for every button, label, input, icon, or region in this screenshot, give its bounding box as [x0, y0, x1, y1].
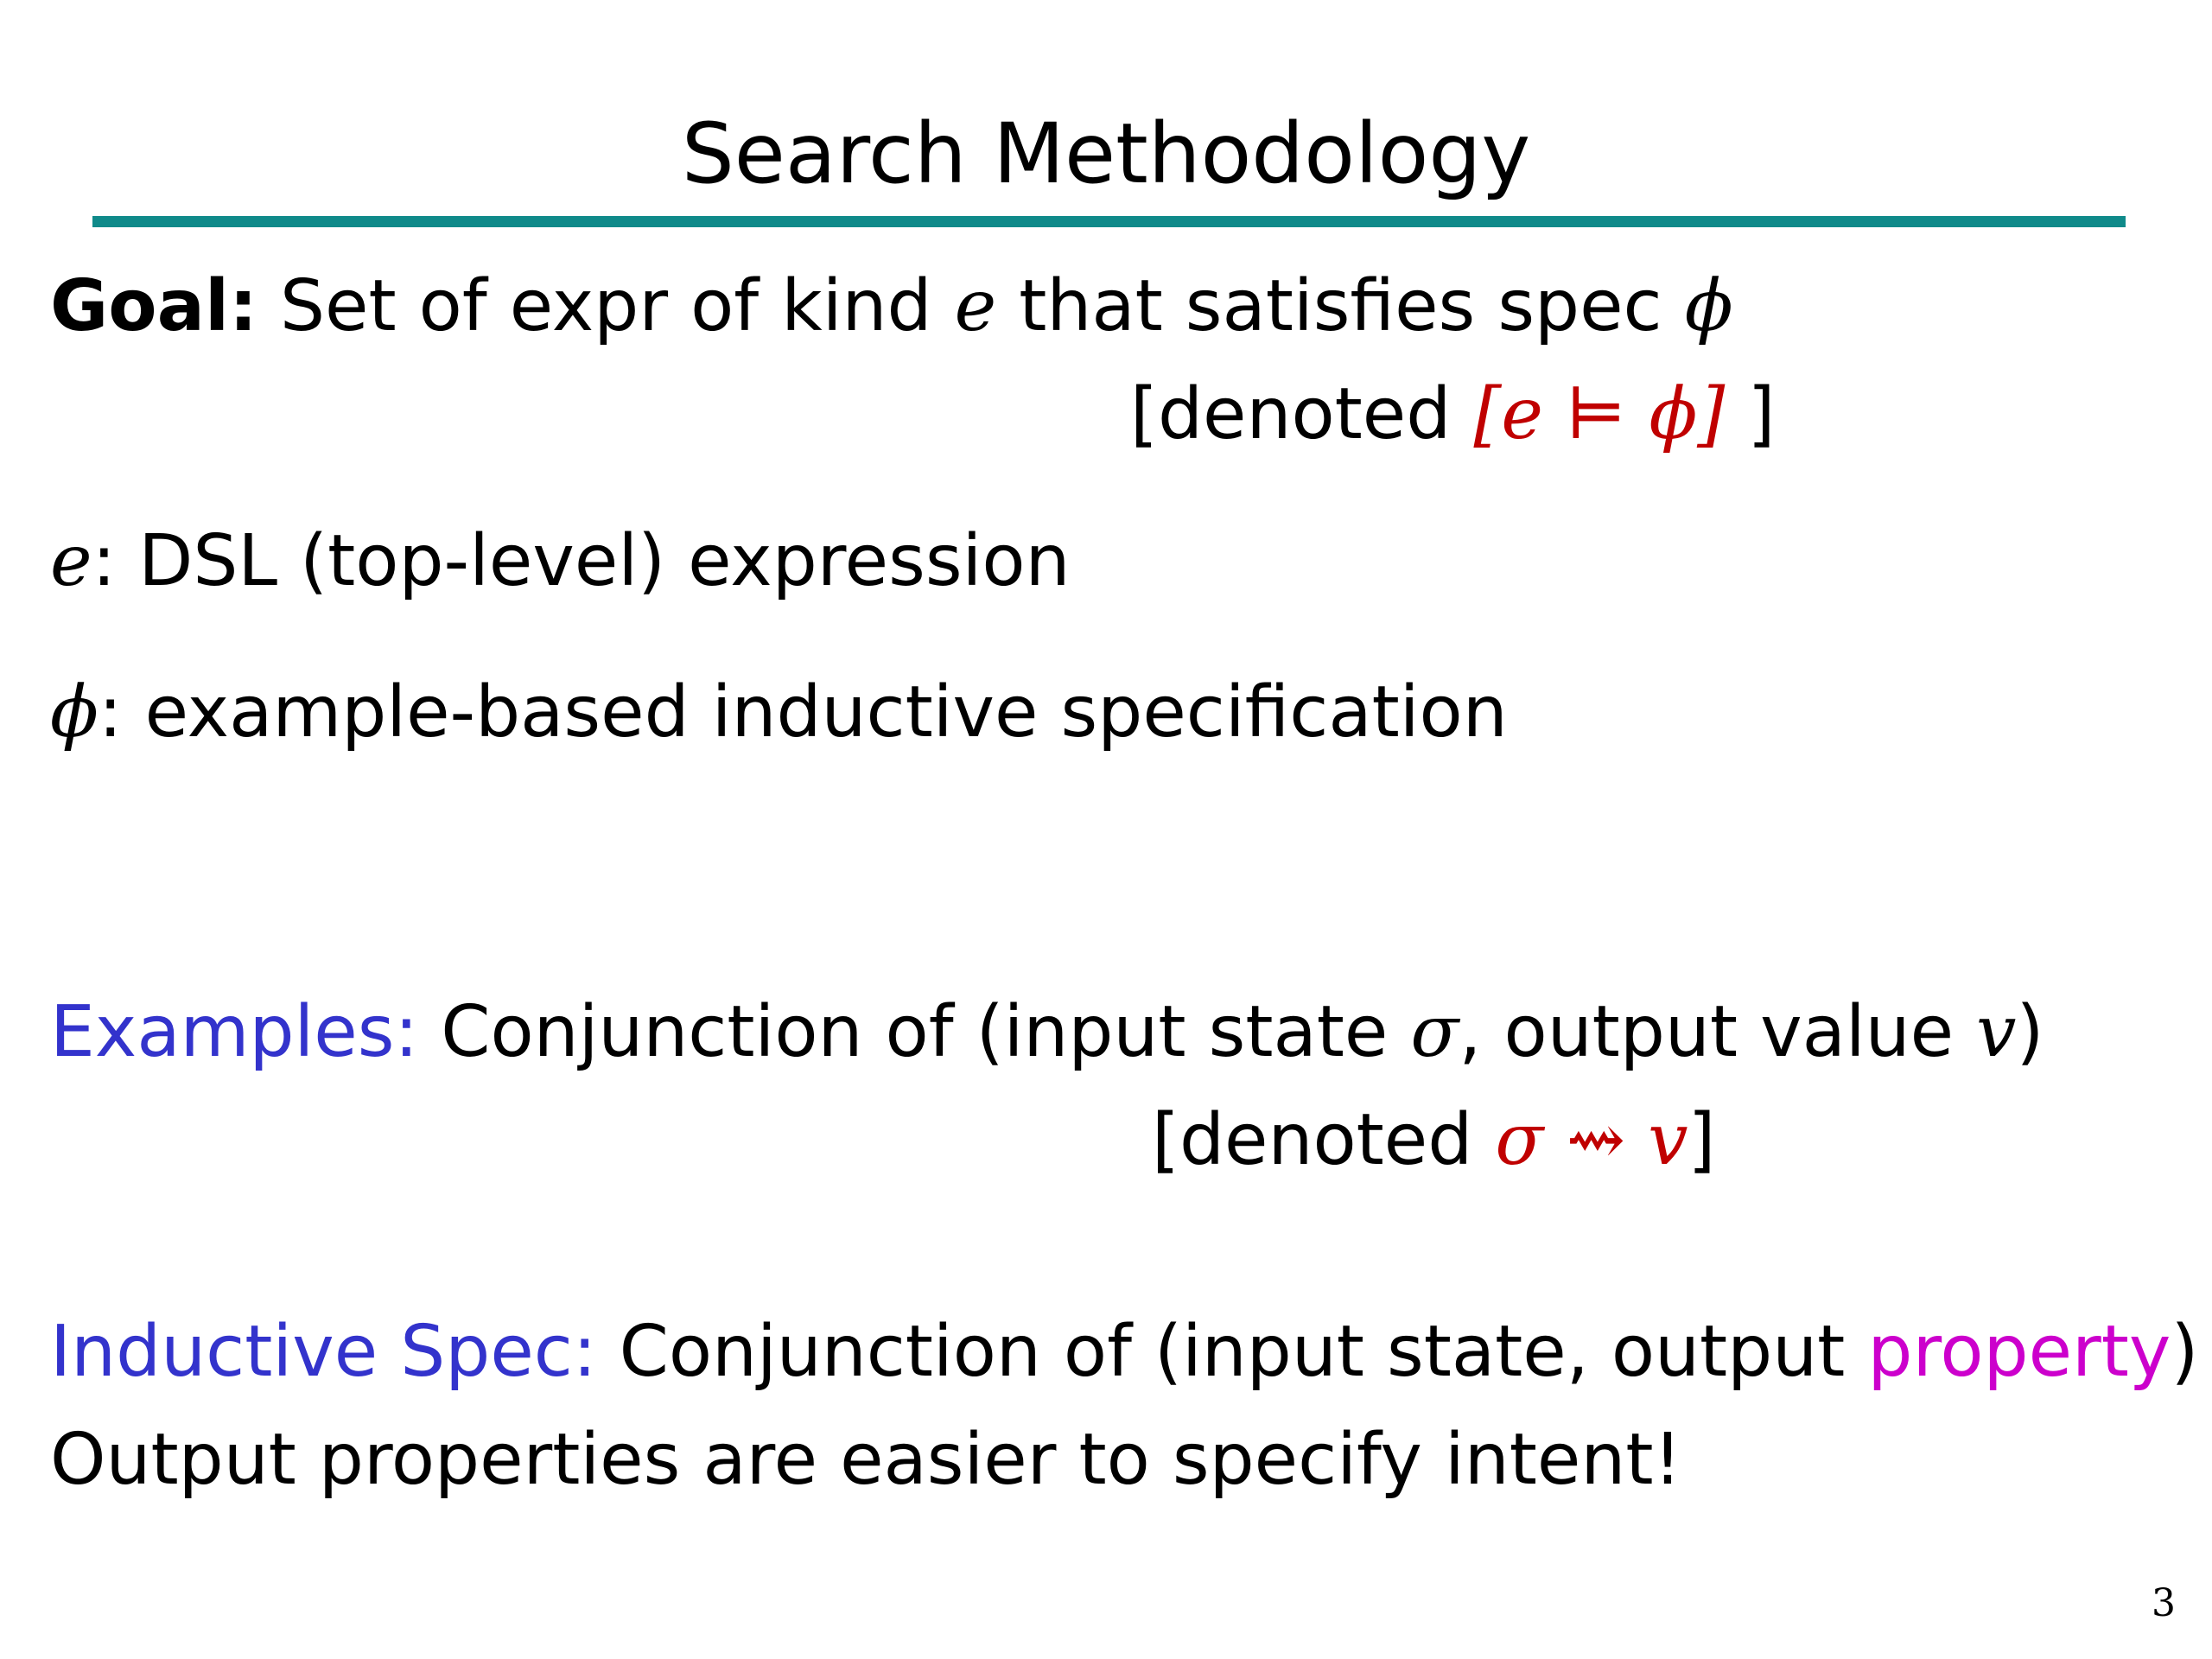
- inductive-spec-line: [50, 1309, 2198, 1395]
- page-number: 3: [2152, 1581, 2176, 1625]
- e-definition: [50, 518, 1070, 605]
- inductive-spec-highlight: property: [1867, 1311, 2171, 1393]
- phi-definition: [50, 670, 1508, 756]
- examples-var-sigma: σ: [1410, 991, 1459, 1073]
- goal-var-phi: ϕ: [1684, 265, 1733, 347]
- e-def-var: e: [50, 520, 92, 602]
- goal-text-2: that satisfies spec: [1019, 265, 1662, 347]
- phi-def-var: ϕ: [50, 671, 99, 753]
- goal-var-e: e: [954, 265, 997, 347]
- inductive-spec-text-1: Conjunction of (input state, output: [619, 1311, 1846, 1393]
- examples-line: [50, 989, 2044, 1076]
- closing-line: Output properties are easier to specify intent!: [50, 1419, 1682, 1501]
- goal-label: Goal:: [50, 265, 257, 347]
- inductive-spec-label: Inductive Spec:: [50, 1311, 597, 1393]
- goal-formula: [e ⊨ ϕ]: [1473, 373, 1726, 455]
- goal-line: [50, 264, 1733, 350]
- examples-formula: σ ⇝ v: [1495, 1099, 1688, 1181]
- goal-denoted-close: ]: [1747, 373, 1776, 455]
- phi-def-text: : example-based inductive specification: [98, 671, 1508, 753]
- inductive-spec-text-2: ): [2171, 1311, 2199, 1393]
- examples-denoted-close: ]: [1688, 1099, 1716, 1181]
- examples-var-v: v: [1976, 991, 2017, 1073]
- goal-denoted-open: [denoted: [1130, 373, 1452, 455]
- slide-title: Search Methodology: [681, 105, 1531, 202]
- goal-denoted-line: [1130, 372, 1776, 458]
- examples-label: Examples:: [50, 991, 419, 1073]
- examples-text-3: ): [2016, 991, 2044, 1073]
- e-def-text: : DSL (top-level) expression: [92, 520, 1071, 602]
- examples-text-1: Conjunction of (input state: [441, 991, 1389, 1073]
- title-divider: [92, 216, 2126, 227]
- goal-text-1: Set of expr of kind: [279, 265, 932, 347]
- examples-denoted-open: [denoted: [1152, 1099, 1473, 1181]
- examples-denoted-line: [1152, 1097, 1716, 1184]
- examples-text-2: , output value: [1459, 991, 1955, 1073]
